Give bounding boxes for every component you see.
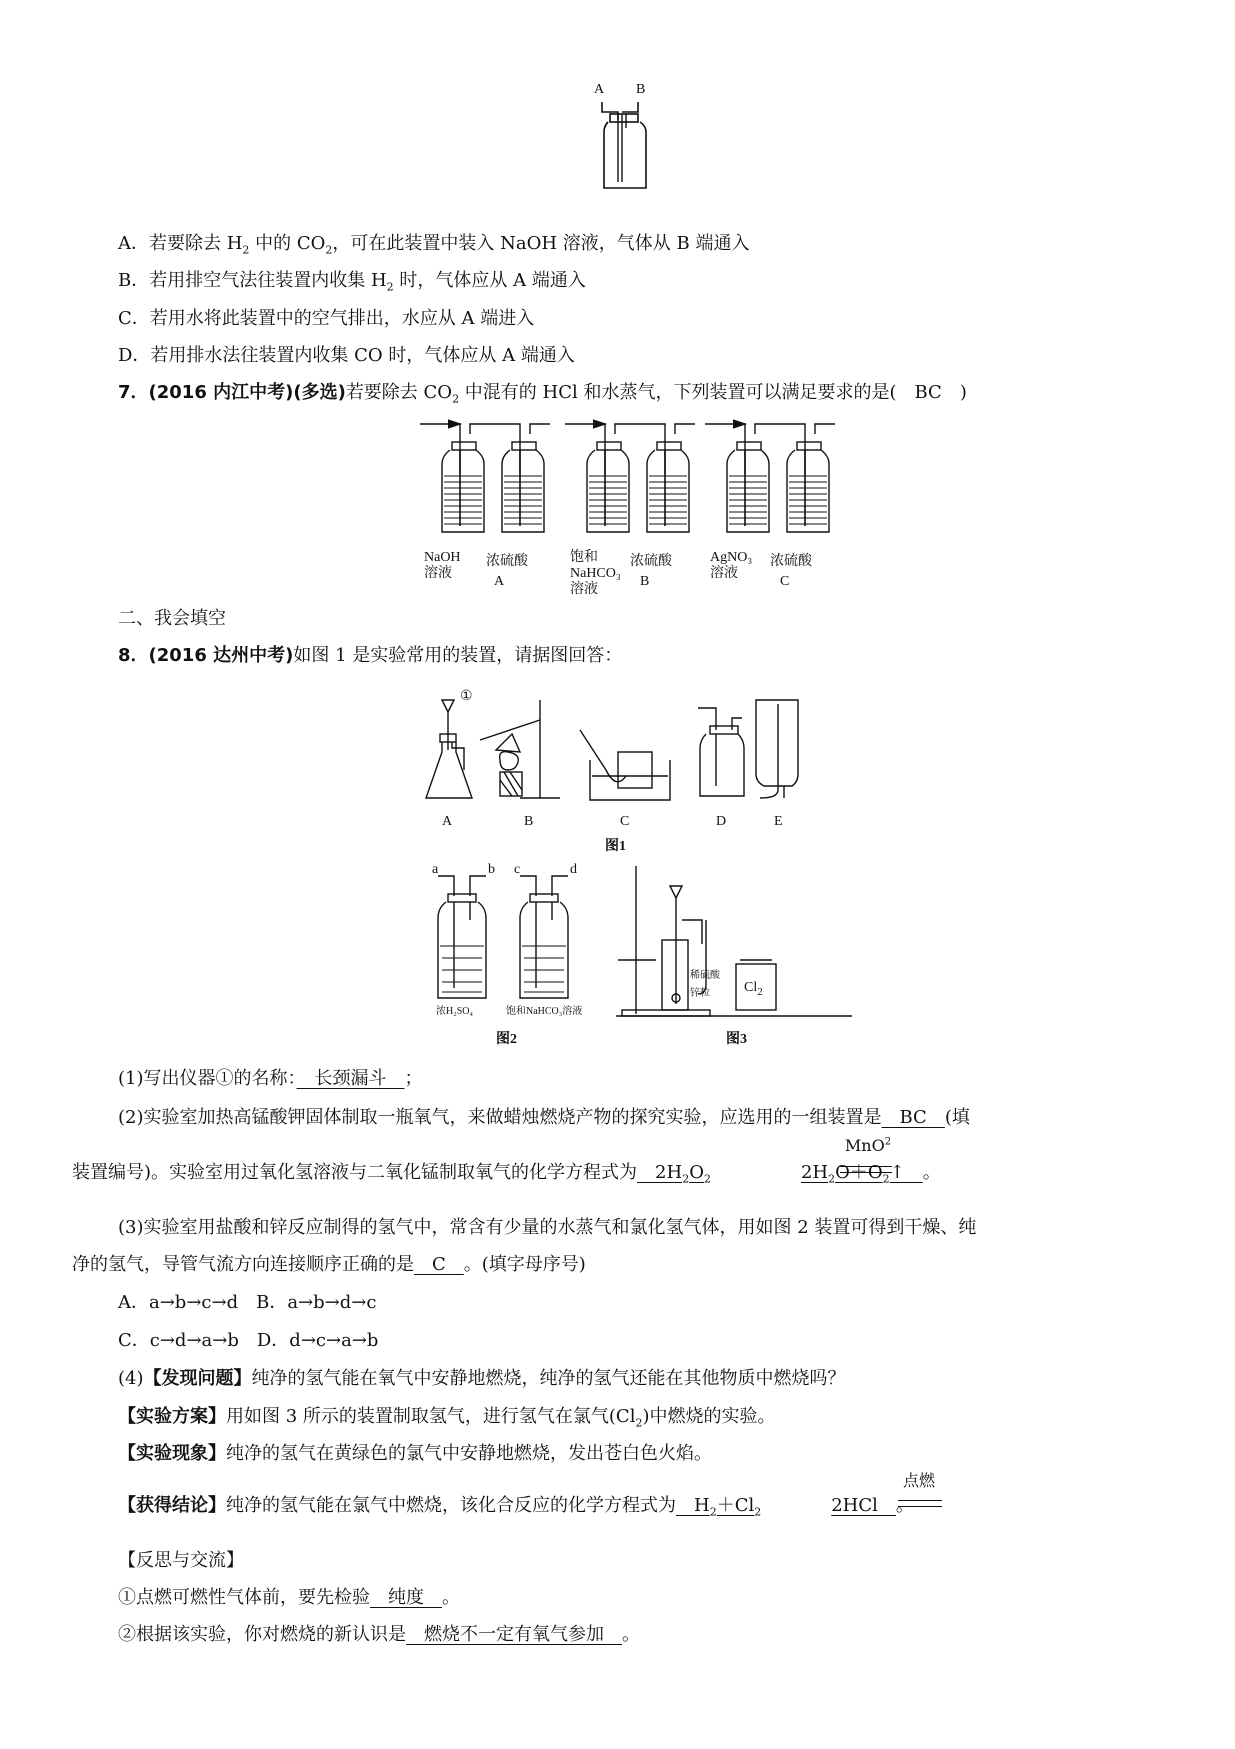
q8-reflection-1: ①点燃可燃性气体前，要先检验 纯度 。 [118,1587,460,1608]
q8-part1: (1)写出仪器①的名称： 长颈漏斗 ； [118,1068,423,1089]
q6-option-d: D．若用排水法往装置内收集 CO 时，气体应从 A 端通入 [118,345,575,366]
mno2-condition: MnO$^2$ [844,1136,892,1155]
fig2-label-c: c [514,862,521,877]
fig1-label-d: D [716,814,727,829]
label-b: B [636,82,646,97]
ignition-condition: 点燃 [902,1471,935,1490]
q8-part4-plan: 【实验方案】用如图 3 所示的装置制取氢气，进行氢气在氯气$(Cl_2)$中燃烧的实验。 [118,1406,776,1430]
q7-caption-c: C [780,574,790,589]
fig2-label-b: b [488,862,495,877]
q7-b-right-label: 浓硫酸 [630,554,672,569]
fig1-label-b: B [524,814,534,829]
figure-1-drawing [420,690,840,810]
q8-part3-line1: (3)实验室用盐酸和锌反应制得的氢气中，常含有少量的水蒸气和氯化氢气体，用如图 2 装置可得到干燥、纯 [118,1217,977,1238]
section-heading: 二、我会填空 [118,608,226,629]
figure-gas-bottle [590,84,670,194]
q8-part2-line2: 装置编号)。实验室用过氧化氢溶液与二氧化锰制取氧气的化学方程式为 $2H_2O_2$ $2H_2O+O_2↑$ 。 [72,1162,941,1186]
q8-part3-line2: 净的氢气，导管气流方向连接顺序正确的是 C 。(填字母序号) [72,1254,586,1275]
answer-combustion: 燃烧不一定有氧气参加 [406,1624,622,1645]
fig1-circle-1: ① [460,689,473,704]
equation-bar [898,1506,942,1507]
answer-hcl-equation: $H_2+Cl_2$ 2HCl [676,1495,896,1519]
q7-c-left-label: AgNO₃ 溶液 [710,550,753,581]
q7-b-left-label: 饱和 NaHCO₃ 溶液 [570,550,621,597]
q6-option-b: B．若用排空气法往装置内收集 $H_2$ 时，气体应从 A 端通入 [118,270,586,294]
q7-question: 7．(2016 内江中考)(多选)若要除去 $CO_2$ 中混有的 HCl 和水蒸气，下列装置可以满足要求的是( BC ) [118,382,967,406]
figure-3 [616,864,852,1024]
fig3-zinc-label: 锌粒 [690,988,710,999]
fig1-label-a: A [442,814,453,829]
q8-part3-options-cd: C．c→d→a→b D．d→c→a→b [118,1330,379,1351]
fig1-caption: 图1 [605,839,626,854]
figure-2 [428,862,588,1026]
answer-bc: BC [881,1107,945,1128]
q8-part2-line1: (2)实验室加热高锰酸钾固体制取一瓶氧气，来做蜡烛燃烧产物的探究实验，应选用的一组装置是 BC (填 [118,1107,970,1128]
fig2-right-solution: 饱和NaHCO₃溶液 [506,1006,583,1017]
answer-purity: 纯度 [370,1587,442,1608]
q8-part3-options-ab: A．a→b→c→d B．a→b→d→c [118,1292,377,1313]
q7-answer: BC [914,382,942,403]
q7-a-right-label: 浓硫酸 [486,554,528,569]
q8-part4-conclusion: 【获得结论】纯净的氢气能在氯气中燃烧，该化合反应的化学方程式为 $H_2+Cl_2$ 2HCl 。 [118,1495,914,1519]
equation-bar [840,1172,892,1173]
label-a: A [594,82,605,97]
q7-caption-b: B [640,574,650,589]
q6-option-c: C．若用水将此装置中的空气排出，水应从 A 端进入 [118,308,535,329]
fig1-label-e: E [774,814,783,829]
fig2-label-a: a [432,862,439,877]
q8-question: 8．(2016 达州中考)如图 1 是实验常用的装置，请据图回答： [118,645,623,666]
fig3-acid-label: 稀硫酸 [690,970,720,981]
figure-1 [420,690,840,850]
equation-bar [898,1500,942,1501]
fig2-caption: 图2 [496,1032,517,1047]
q7-apparatus-drawing [420,414,860,544]
q8-part4-reflection-heading: 【反思与交流】 [118,1550,244,1571]
fig2-left-solution: 浓H₂SO₄ [436,1006,473,1017]
fig3-cl2-label: $Cl_2$ [744,980,763,998]
fig3-caption: 图3 [726,1032,747,1047]
q7-a-left-label: NaOH 溶液 [424,550,461,581]
fig1-label-c: C [620,814,630,829]
q8-part4-phenomenon: 【实验现象】纯净的氢气在黄绿色的氯气中安静地燃烧，发出苍白色火焰。 [118,1443,712,1464]
figure-3-drawing [616,864,852,1024]
q8-reflection-2: ②根据该实验，你对燃烧的新认识是 燃烧不一定有氧气参加 。 [118,1624,640,1645]
gas-bottle-drawing [590,84,670,194]
answer-c: C [414,1254,464,1275]
figure-q7 [420,414,860,597]
fig2-label-d: d [570,862,577,877]
q8-part4-problem: (4)【发现问题】纯净的氢气能在氧气中安静地燃烧，纯净的氢气还能在其他物质中燃烧吗？ [118,1368,846,1389]
q7-c-right-label: 浓硫酸 [770,554,812,569]
answer-funnel: 长颈漏斗 [296,1068,405,1089]
q7-caption-a: A [494,574,505,589]
equation-bar [840,1166,892,1167]
figure-2-drawing [428,866,588,1016]
answer-h2o2-equation: $2H_2O_2$ $2H_2O+O_2↑$ [637,1162,923,1186]
q6-option-a: A．若要除去 $H_2$ 中的 $CO_2$，可在此装置中装入 NaOH 溶液，气体从 B 端通入 [118,233,750,257]
